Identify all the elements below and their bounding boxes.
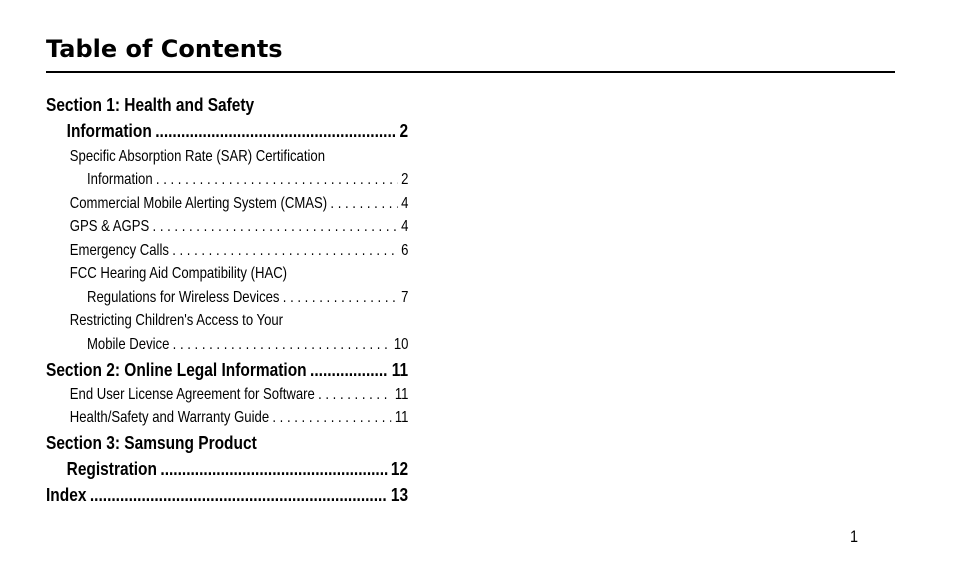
toc-leader-dots (283, 287, 398, 309)
toc-leader-dots (156, 169, 398, 191)
toc-entry-label: Restricting Children's Access to Your (69, 312, 284, 329)
toc-entry-sar[interactable] (46, 146, 408, 168)
toc-entry-label: Mobile Device (87, 336, 170, 353)
toc-entry-label: Information (87, 171, 153, 188)
toc-entry-label: End User License Agreement for Software (69, 386, 315, 403)
toc-entry-page: 7 (401, 289, 409, 306)
toc-leader-dots (155, 119, 396, 143)
toc-entry-warranty-guide[interactable] (46, 407, 408, 429)
page-title: Table of Contents (46, 35, 283, 63)
toc-entry-section-1[interactable] (46, 93, 408, 117)
toc-entry-label: Information (66, 121, 152, 141)
toc-entry-label: Commercial Mobile Alerting System (CMAS) (69, 195, 328, 212)
toc-leader-dots (153, 216, 398, 238)
toc-entry-page: 4 (401, 195, 409, 212)
toc-entry-page: 13 (390, 485, 409, 505)
toc-entry-label: Section 3: Samsung Product (46, 433, 257, 453)
toc-leader-dots (160, 457, 387, 481)
toc-entry-label: Index (46, 485, 87, 505)
toc-entry-label: Specific Absorption Rate (SAR) Certification (69, 148, 326, 165)
toc-entry-gps[interactable] (46, 216, 408, 238)
toc-entry-label: Emergency Calls (69, 242, 169, 259)
toc-entry-section-3[interactable] (46, 431, 408, 455)
toc-entry-page: 2 (399, 121, 409, 141)
toc-entry-label: Regulations for Wireless Devices (87, 289, 280, 306)
toc-entry-label: Registration (66, 459, 157, 479)
toc-leader-dots (90, 483, 388, 507)
toc-entry-label: Section 1: Health and Safety (46, 95, 255, 115)
toc-entry-section-2[interactable] (46, 358, 408, 382)
toc-entry-label: GPS & AGPS (69, 218, 150, 235)
toc-entry-hac-cont[interactable] (46, 287, 408, 309)
toc-leader-dots (318, 384, 391, 406)
toc-entry-page: 11 (391, 360, 409, 380)
toc-entry-section-3-cont[interactable] (46, 457, 408, 481)
toc-entry-eula[interactable] (46, 384, 408, 406)
toc-entry-page: 12 (390, 459, 409, 479)
toc-entry-label: Health/Safety and Warranty Guide (69, 409, 270, 426)
toc-leader-dots (330, 193, 397, 215)
toc-leader-dots (173, 334, 391, 356)
toc-entry-label: Section 2: Online Legal Information (46, 360, 307, 380)
toc-entry-section-1-cont[interactable] (46, 119, 408, 143)
toc-entry-cmas[interactable] (46, 193, 408, 215)
toc-entry-page: 11 (394, 409, 409, 426)
toc-entry-page: 10 (393, 336, 409, 353)
toc-entry-page: 11 (394, 386, 409, 403)
toc-entry-children-access[interactable] (46, 310, 408, 332)
page-number: 1 (850, 527, 859, 546)
toc-entry-hac[interactable] (46, 263, 408, 285)
toc-leader-dots (272, 407, 391, 429)
toc-leader-dots (172, 240, 398, 262)
toc-entry-children-access-cont[interactable] (46, 334, 408, 356)
toc-entry-page: 2 (401, 171, 409, 188)
toc-leader-dots (310, 358, 388, 382)
toc-entry-page: 6 (401, 242, 409, 259)
toc-entry-index[interactable] (46, 483, 408, 507)
toc-entry-page: 4 (401, 218, 409, 235)
toc-entry-sar-cont[interactable] (46, 169, 408, 191)
toc-entry-label: FCC Hearing Aid Compatibility (HAC) (69, 265, 288, 282)
title-divider (46, 71, 895, 73)
toc-entry-emergency-calls[interactable] (46, 240, 408, 262)
